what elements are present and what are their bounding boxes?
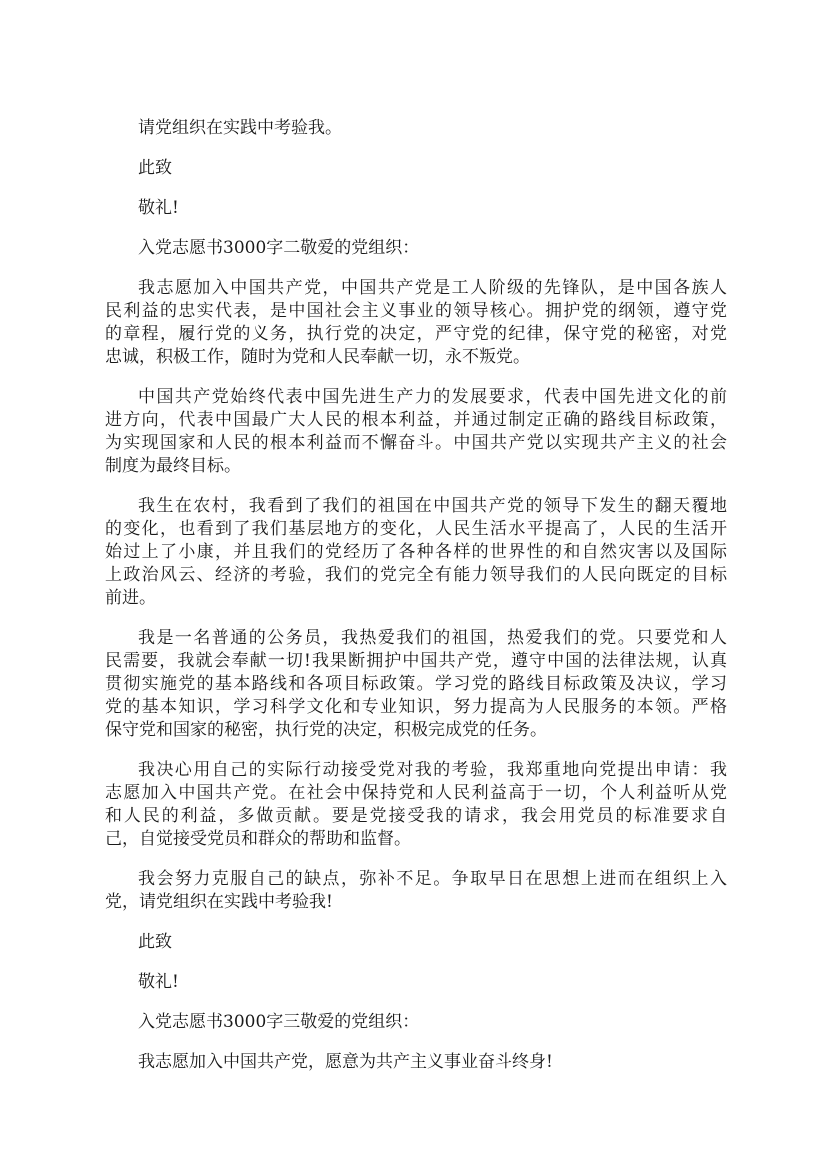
paragraph-line: 和人民的利益，多做贡献。要是党接受我的请求，我会用党员的标准要求自 xyxy=(105,806,727,826)
paragraph-line: 贯彻实施党的基本路线和各项目标政策。学习党的路线目标政策及决议，学习 xyxy=(105,674,727,694)
paragraph-line: 己，自觉接受党员和群众的帮助和监督。 xyxy=(105,829,411,849)
paragraph-line: 上政治风云、经济的考验，我们的党完全有能力领导我们的人民向既定的目标 xyxy=(105,565,727,585)
paragraph-line: 我生在农村，我看到了我们的祖国在中国共产党的领导下发生的翻天覆地 xyxy=(138,496,727,516)
document-body xyxy=(105,117,727,1091)
text-line: 敬礼! xyxy=(138,972,179,992)
paragraph-line: 进方向，代表中国最广大人民的根本利益，并通过制定正确的路线目标政策， xyxy=(105,410,727,430)
text-line: 请党组织在实践中考验我。 xyxy=(138,118,342,138)
paragraph-line: 制度为最终目标。 xyxy=(105,456,241,476)
paragraph xyxy=(105,627,727,742)
text-line: 我志愿加入中国共产党，愿意为共产主义事业奋斗终身! xyxy=(138,1052,553,1072)
paragraph-line: 为实现国家和人民的根本利益而不懈奋斗。中国共产党以实现共产主义的社会 xyxy=(105,433,727,453)
paragraph-line: 党，请党组织在实践中考验我! xyxy=(105,892,333,912)
paragraph xyxy=(105,495,727,610)
paragraph-line: 民需要，我就会奉献一切!我果断拥护中国共产党，遵守中国的法律法规，认真 xyxy=(105,651,727,671)
paragraph-line: 中国共产党始终代表中国先进生产力的发展要求，代表中国先进文化的前 xyxy=(138,387,727,407)
text-line: 此致 xyxy=(138,158,172,178)
paragraph-line: 保守党和国家的秘密，执行党的决定，积极完成党的任务。 xyxy=(105,720,547,740)
paragraph-line: 我决心用自己的实际行动接受党对我的考验，我郑重地向党提出申请：我 xyxy=(138,760,727,780)
text-line: 此致 xyxy=(138,932,172,952)
text-line: 敬礼! xyxy=(138,198,179,218)
paragraph xyxy=(105,868,727,914)
paragraph-line: 前进。 xyxy=(105,588,156,608)
paragraph-line: 始过上了小康，并且我们的党经历了各种各样的世界性的和自然灾害以及国际 xyxy=(105,542,727,562)
paragraph-line: 的章程，履行党的义务，执行党的决定，严守党的纪律，保守党的秘密，对党 xyxy=(105,324,727,344)
text-line: 入党志愿书3000字三敬爱的党组织： xyxy=(138,1012,420,1032)
paragraph xyxy=(105,386,727,478)
paragraph-line: 我志愿加入中国共产党，中国共产党是工人阶级的先锋队，是中国各族人 xyxy=(138,278,727,298)
paragraph-line: 民利益的忠实代表，是中国社会主义事业的领导核心。拥护党的纲领，遵守党 xyxy=(105,301,727,321)
paragraph-line: 我会努力克服自己的缺点，弥补不足。争取早日在思想上进而在组织上入 xyxy=(138,869,727,889)
paragraph-line: 党的基本知识，学习科学文化和专业知识，努力提高为人民服务的本领。严格 xyxy=(105,697,727,717)
text-line: 入党志愿书3000字二敬爱的党组织： xyxy=(138,238,420,258)
paragraph xyxy=(105,277,727,369)
paragraph-line: 志愿加入中国共产党。在社会中保持党和人民利益高于一切，个人利益听从党 xyxy=(105,783,727,803)
paragraph-line: 忠诚，积极工作，随时为党和人民奉献一切，永不叛党。 xyxy=(105,347,530,367)
paragraph-line: 我是一名普通的公务员，我热爱我们的祖国，热爱我们的党。只要党和人 xyxy=(138,628,727,648)
paragraph-line: 的变化，也看到了我们基层地方的变化，人民生活水平提高了，人民的生活开 xyxy=(105,519,727,539)
paragraph xyxy=(105,759,727,851)
